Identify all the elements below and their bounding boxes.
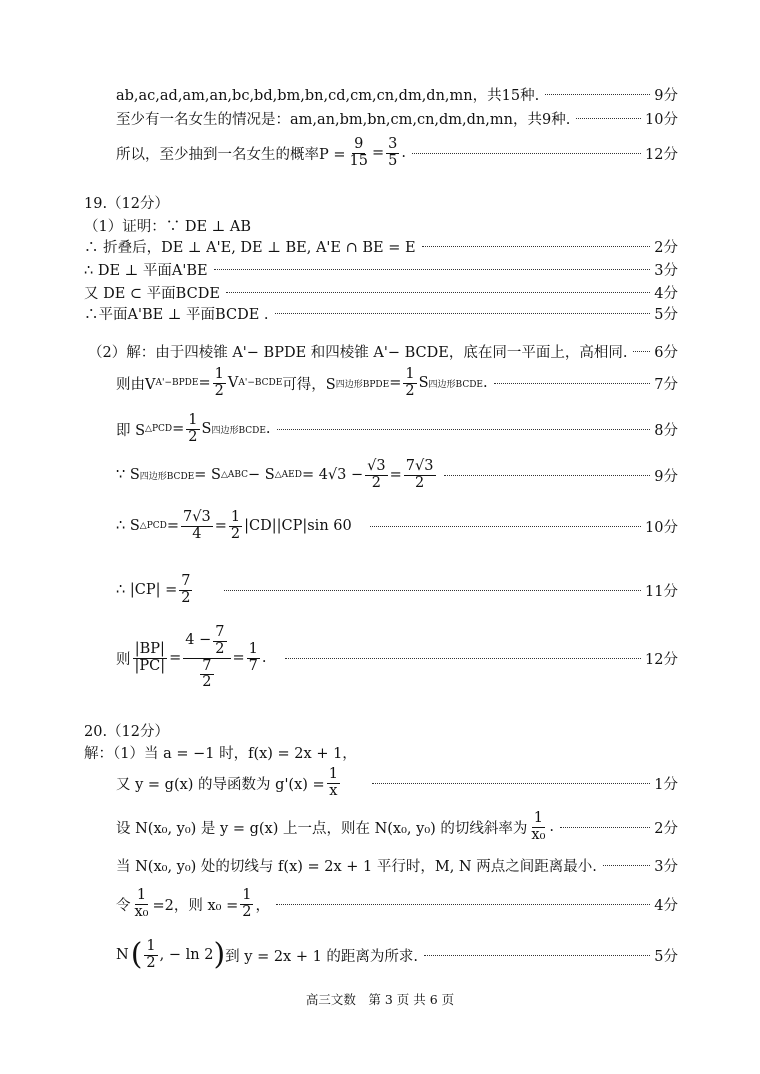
q19-line-9 [116, 452, 678, 498]
leader-dots [412, 153, 641, 154]
q19-line-3 [84, 259, 678, 280]
equals-sign: = [232, 650, 245, 666]
compound-fraction [183, 625, 230, 692]
fraction: $\frac{3}{5}$ [388, 135, 398, 169]
right-paren: ) [213, 937, 226, 972]
text-segment: ∴ |CP| = [116, 582, 178, 598]
score-3b: 3分 [654, 859, 678, 875]
text-segment: = S [194, 467, 221, 483]
fraction: $\frac{1}{x}$ [328, 765, 338, 799]
text-segment: 则 [116, 651, 131, 668]
fraction: $\frac{9}{15}$ [349, 135, 368, 169]
q19-line-1-text: （1）证明：∵ DE ⊥ AB [84, 219, 252, 235]
q19-line-6 [88, 341, 678, 362]
score-3: 3分 [654, 263, 678, 279]
subscript: △PCD [145, 424, 173, 434]
score-4b: 4分 [654, 897, 678, 914]
subscript: A'−BCDE [238, 378, 283, 388]
score-8: 8分 [654, 422, 678, 439]
q19-line-5 [84, 303, 678, 324]
text-segment: 可得，S [282, 376, 336, 393]
subscript: 四边形BPDE [335, 379, 390, 390]
subscript: 四边形BCDE [428, 379, 483, 390]
text-segment: − S [248, 467, 275, 483]
q19-line-3-text: ∴ DE ⊥ 平面A'BE [84, 263, 208, 279]
period: . [549, 819, 555, 835]
score-1: 1分 [654, 776, 678, 793]
period: . [261, 650, 267, 666]
leader-dots [275, 313, 651, 314]
q20-line-4 [116, 855, 678, 876]
q19-line-6-text: （2）解：由于四棱锥 A'− BPDE 和四棱锥 A'− BCDE，底在同一平面上，高相同. [88, 345, 628, 361]
q18-line-1-text: ab,ac,ad,am,an,bc,bd,bm,bn,cd,cm,cn,dm,dn,mn，共15种. [116, 88, 540, 104]
area-label: S [418, 375, 429, 391]
leader-dots [285, 658, 642, 659]
leader-dots [422, 246, 651, 247]
score-12: 12分 [645, 146, 678, 163]
text-segment: 令 [116, 897, 131, 914]
fraction: $\frac{7√3}{2}$ [405, 457, 434, 491]
leader-dots [424, 955, 650, 956]
leader-dots [444, 475, 651, 476]
fraction: $\frac{√3}{2}$ [367, 457, 386, 491]
leader-dots [277, 429, 651, 430]
left-paren: ( [130, 937, 143, 972]
leader-dots [494, 383, 651, 384]
q20-line-6 [116, 932, 678, 978]
text-segment: , − ln 2 [159, 947, 214, 963]
q19-line-4-text: 又 DE ⊂ 平面BCDE [84, 286, 220, 302]
area-label: ∵ S [116, 467, 140, 483]
volume-label: V [227, 375, 239, 391]
q18-line-1 [116, 84, 678, 105]
q20-line-1 [84, 742, 357, 763]
period: . [483, 375, 488, 391]
q19-line-7 [116, 362, 678, 404]
q18-line-2-text: 至少有一名女生的情况是：am,an,bm,bn,cm,cn,dm,dn,mn，共9种. [116, 112, 571, 128]
equals-sign: = [389, 375, 402, 391]
q19-line-11 [116, 568, 678, 612]
fraction: $\frac{1}{2}$ [188, 411, 198, 445]
score-12b: 12分 [645, 651, 678, 668]
subscript: △PCD [139, 521, 167, 531]
text-segment: = 4√3 − [301, 467, 364, 483]
leader-dots [276, 904, 650, 905]
fraction: $\frac{1}{7}$ [248, 640, 258, 674]
subscript: A'−BPDE [155, 378, 199, 388]
fraction: $\frac{1}{2}$ [230, 508, 241, 542]
q20-title-text: 20.（12分） [84, 724, 170, 740]
q19-title-text: 19.（12分） [84, 196, 170, 212]
fraction: $\frac{7}{2}$ [202, 657, 212, 691]
q19-line-2-text: ∴ 折叠后，DE ⊥ A'E, DE ⊥ BE, A'E ∩ BE = E [84, 240, 416, 256]
subscript: △AED [274, 470, 302, 480]
fraction: $\frac{1}{2}$ [242, 886, 252, 920]
fraction: $\frac{7√3}{4}$ [183, 508, 211, 542]
equals-sign: = [169, 650, 182, 666]
equals-sign: = [172, 421, 185, 437]
q19-line-5-text: ∴平面A'BE ⊥ 平面BCDE . [84, 307, 269, 323]
q20-line-4-text: 当 N(x₀, y₀) 处的切线与 f(x) = 2x + 1 平行时，M, N 两点之间距离最小. [116, 859, 597, 875]
score-10b: 10分 [645, 519, 678, 536]
text-segment: N [116, 947, 129, 963]
volume-label: 则由V [116, 376, 156, 393]
q20-line-5 [116, 882, 678, 926]
q19-line-2 [84, 236, 678, 257]
q19-line-4 [84, 282, 678, 303]
fraction: $\frac{|BP|}{|PC|}$ [134, 640, 166, 674]
equals-sign: = [198, 375, 211, 391]
fraction: $\frac{7}{2}$ [215, 623, 225, 657]
score-10: 10分 [645, 112, 678, 128]
q18-line-3 [116, 130, 678, 176]
score-9: 9分 [654, 88, 678, 104]
score-5b: 5分 [654, 948, 678, 965]
score-2: 2分 [654, 240, 678, 256]
score-4: 4分 [654, 286, 678, 302]
page-footer: 高三文数 第 3 页 共 6 页 [305, 992, 455, 1007]
text-segment: 4 − [185, 632, 212, 649]
leader-dots [603, 865, 650, 866]
subscript: 四边形BCDE [139, 471, 195, 482]
q18-line-2 [116, 108, 678, 129]
equals-sign: = [166, 518, 180, 534]
leader-dots [370, 526, 641, 527]
fraction: $\frac{1}{\text{x₀}}$ [134, 886, 149, 920]
q20-line-3 [116, 806, 678, 848]
equals-sign: = [389, 467, 402, 483]
subscript: △ABC [220, 470, 249, 480]
q19-line-10 [116, 504, 678, 548]
equals-sign: = [371, 145, 385, 161]
area-label: S [201, 421, 212, 437]
text-segment: 到 y = 2x + 1 的距离为所求. [225, 948, 419, 965]
text-segment: 设 N(x₀, y₀) 是 y = g(x) 上一点，则在 N(x₀, y₀) 的切线斜率为 [116, 820, 528, 837]
period: . [401, 145, 406, 161]
leader-dots [372, 783, 650, 784]
leader-dots [224, 590, 641, 591]
comma: ， [255, 897, 270, 914]
q20-title [84, 720, 169, 741]
score-6: 6分 [654, 345, 678, 361]
area-label: ∴ S [116, 518, 140, 534]
q19-line-12 [116, 618, 678, 698]
score-9b: 9分 [654, 468, 678, 485]
area-label: 即 S [116, 422, 146, 439]
q19-line-1 [84, 215, 251, 236]
q18-line-3-pre: 所以，至少抽到一名女生的概率P = [116, 146, 346, 163]
leader-dots [214, 269, 651, 270]
leader-dots [576, 118, 641, 119]
q20-line-2 [116, 762, 678, 804]
leader-dots [226, 292, 650, 293]
leader-dots [545, 94, 650, 95]
q19-line-8 [116, 408, 678, 450]
fraction: $\frac{7}{2}$ [181, 572, 191, 606]
fraction: $\frac{1}{\text{x₀}}$ [531, 809, 546, 843]
score-7: 7分 [654, 376, 678, 393]
text-segment: |CD||CP|sin 60 [244, 518, 352, 534]
q19-title [84, 192, 169, 213]
leader-dots [633, 351, 650, 352]
text-segment: 又 y = g(x) 的导函数为 g'(x) = [116, 776, 325, 793]
q20-line-1-text: 解：（1）当 a = −1 时，f(x) = 2x + 1， [84, 746, 357, 762]
equals-sign: = [214, 518, 227, 534]
score-11: 11分 [645, 583, 678, 600]
text-segment: =2，则 x₀ = [152, 897, 239, 914]
fraction: $\frac{1}{2}$ [146, 937, 156, 971]
fraction: $\frac{1}{2}$ [214, 365, 224, 399]
subscript: 四边形BCDE [211, 425, 266, 436]
score-5: 5分 [654, 307, 678, 323]
leader-dots [560, 827, 650, 828]
period: . [265, 421, 271, 437]
fraction: $\frac{1}{2}$ [405, 365, 415, 399]
score-2b: 2分 [654, 820, 678, 837]
